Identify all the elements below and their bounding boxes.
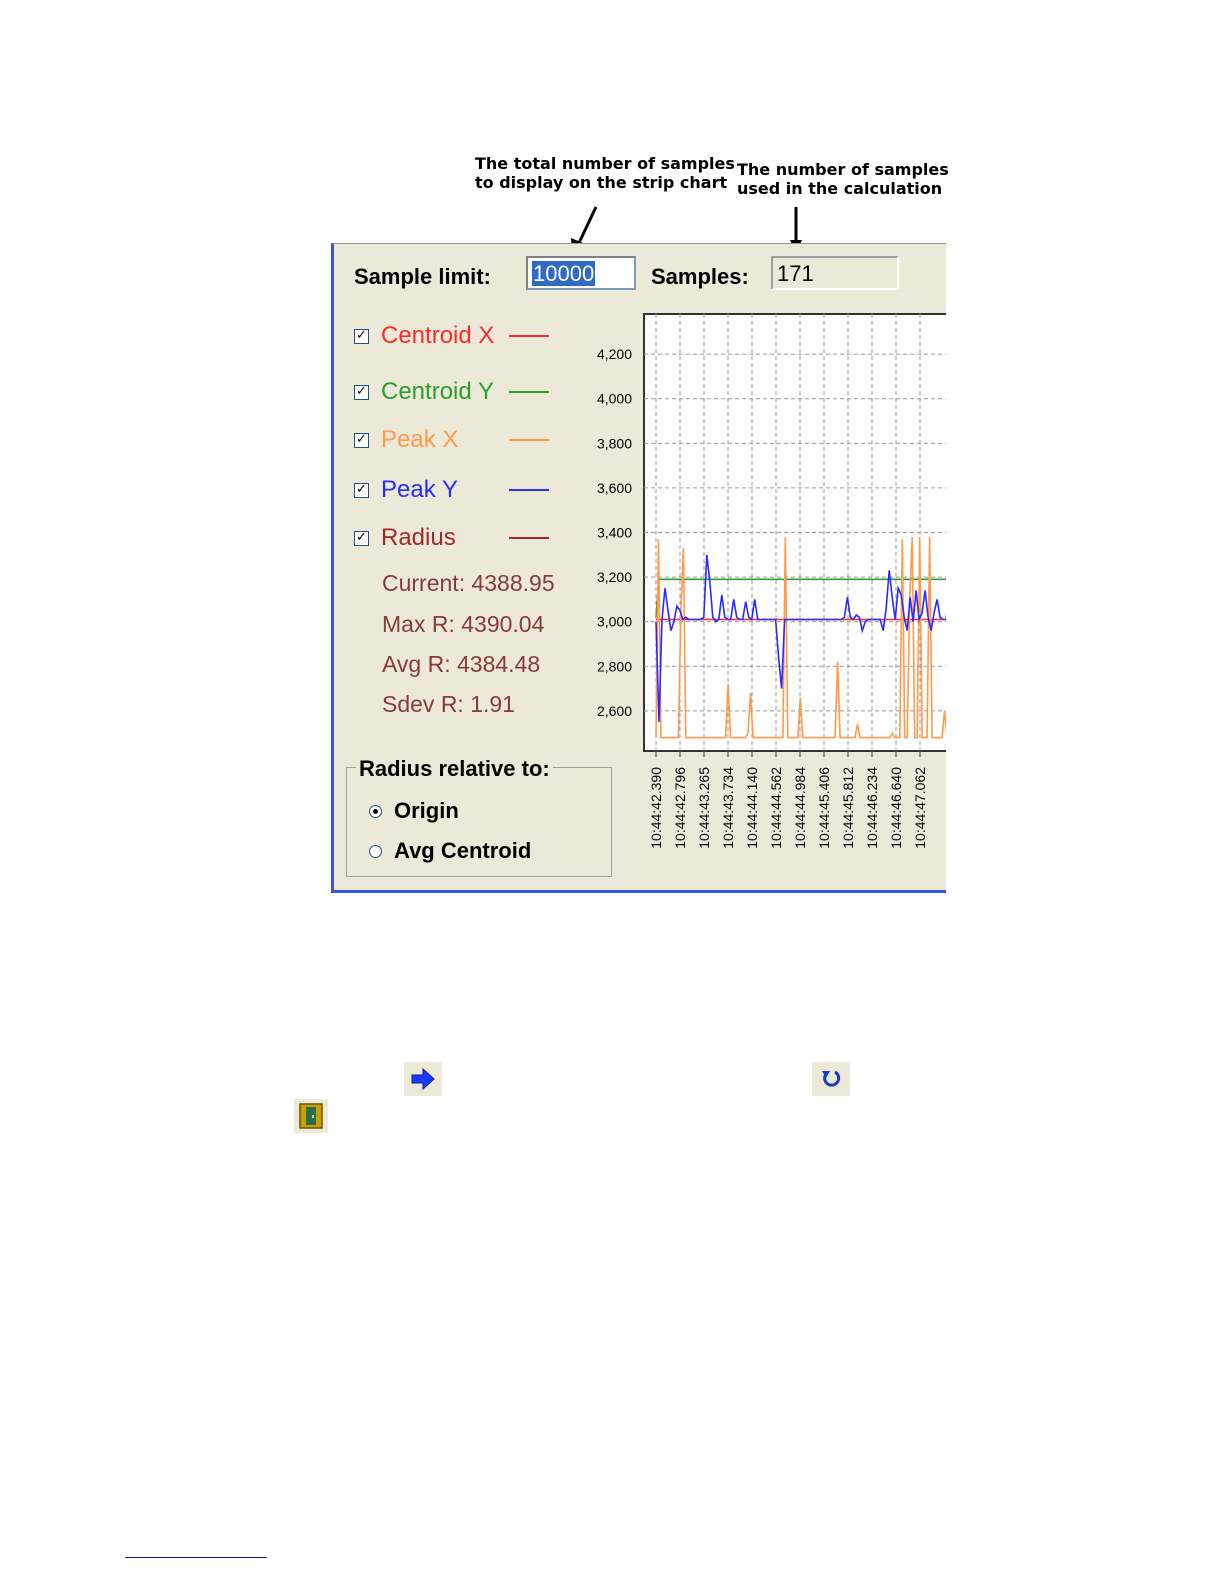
radius-label: Radius — [381, 524, 456, 551]
x-tick-label: 10:44:44.984 — [792, 767, 808, 849]
legend-peak-x[interactable] — [354, 425, 549, 455]
arrow-right-icon — [404, 1062, 442, 1096]
radius-stats-panel — [331, 243, 946, 893]
y-tick-label: 3,000 — [596, 613, 632, 630]
x-tick-label: 10:44:42.390 — [648, 767, 664, 849]
avg-centroid-radio[interactable] — [369, 845, 382, 858]
y-tick-label: 3,400 — [596, 524, 632, 541]
centroid-x-label: Centroid X — [381, 322, 495, 349]
legend-radius[interactable] — [354, 523, 549, 553]
strip-chart — [574, 304, 946, 874]
peak-x-label: Peak X — [381, 426, 459, 453]
radius-swatch — [509, 537, 549, 539]
peak-y-swatch — [509, 489, 549, 491]
callout-arrows — [0, 0, 1224, 260]
y-tick-label: 2,600 — [596, 702, 632, 719]
x-tick-label: 10:44:45.812 — [840, 767, 856, 849]
x-tick-label: 10:44:46.640 — [888, 767, 904, 849]
avg-centroid-option[interactable] — [369, 838, 531, 864]
x-tick-label: 10:44:43.265 — [696, 767, 712, 849]
y-tick-label: 2,800 — [596, 658, 632, 675]
origin-option[interactable] — [369, 798, 459, 824]
peak-y-checkbox[interactable]: ✓ — [354, 483, 369, 498]
current-radius: Current: 4388.95 — [382, 570, 555, 596]
samples-callout: The number of samples used in the calculation — [737, 160, 949, 198]
x-tick-label: 10:44:44.562 — [768, 767, 784, 849]
radius-checkbox[interactable]: ✓ — [354, 531, 369, 546]
legend-centroid-x[interactable] — [354, 321, 549, 351]
x-tick-label: 10:44:45.406 — [816, 767, 832, 849]
centroid-x-swatch — [509, 335, 549, 337]
x-tick-label: 10:44:46.234 — [864, 767, 880, 849]
exit-door-icon — [294, 1099, 328, 1133]
samples-label: Samples: — [651, 264, 749, 289]
y-tick-label: 3,800 — [596, 435, 632, 452]
peak-x-swatch — [509, 439, 549, 441]
centroid-y-checkbox[interactable]: ✓ — [354, 385, 369, 400]
x-tick-label: 10:44:42.796 — [672, 767, 688, 849]
sample-limit-label: Sample limit: — [354, 264, 491, 289]
legend-peak-y[interactable] — [354, 475, 549, 505]
sdev-radius: Sdev R: 1.91 — [382, 691, 515, 717]
avg-radius: Avg R: 4384.48 — [382, 651, 541, 677]
y-tick-label: 3,200 — [596, 569, 632, 586]
sample-limit-callout: The total number of samples to display on the strip chart — [475, 154, 735, 192]
avg-centroid-label: Avg Centroid — [394, 838, 532, 863]
x-tick-label: 10:44:44.140 — [744, 767, 760, 849]
max-radius: Max R: 4390.04 — [382, 611, 545, 637]
origin-radio[interactable] — [369, 805, 382, 818]
centroid-x-checkbox[interactable]: ✓ — [354, 329, 369, 344]
sample-limit-input[interactable]: 10000 — [526, 256, 636, 290]
origin-label: Origin — [394, 798, 459, 823]
x-tick-label: 10:44:43.734 — [720, 767, 736, 849]
footnote-rule — [125, 1557, 267, 1558]
peak-x-checkbox[interactable]: ✓ — [354, 433, 369, 448]
x-tick-label: 10:44:47.062 — [912, 767, 928, 849]
peak-y-label: Peak Y — [381, 476, 458, 503]
radius-relative-title: Radius relative to: — [356, 756, 553, 782]
centroid-y-swatch — [509, 391, 549, 393]
y-tick-label: 3,600 — [596, 479, 632, 496]
samples-count-field: 171 — [771, 256, 899, 290]
y-tick-label: 4,200 — [596, 346, 632, 363]
centroid-y-label: Centroid Y — [381, 378, 494, 405]
y-tick-label: 4,000 — [596, 390, 632, 407]
legend-centroid-y[interactable] — [354, 377, 549, 407]
refresh-icon — [812, 1062, 850, 1096]
